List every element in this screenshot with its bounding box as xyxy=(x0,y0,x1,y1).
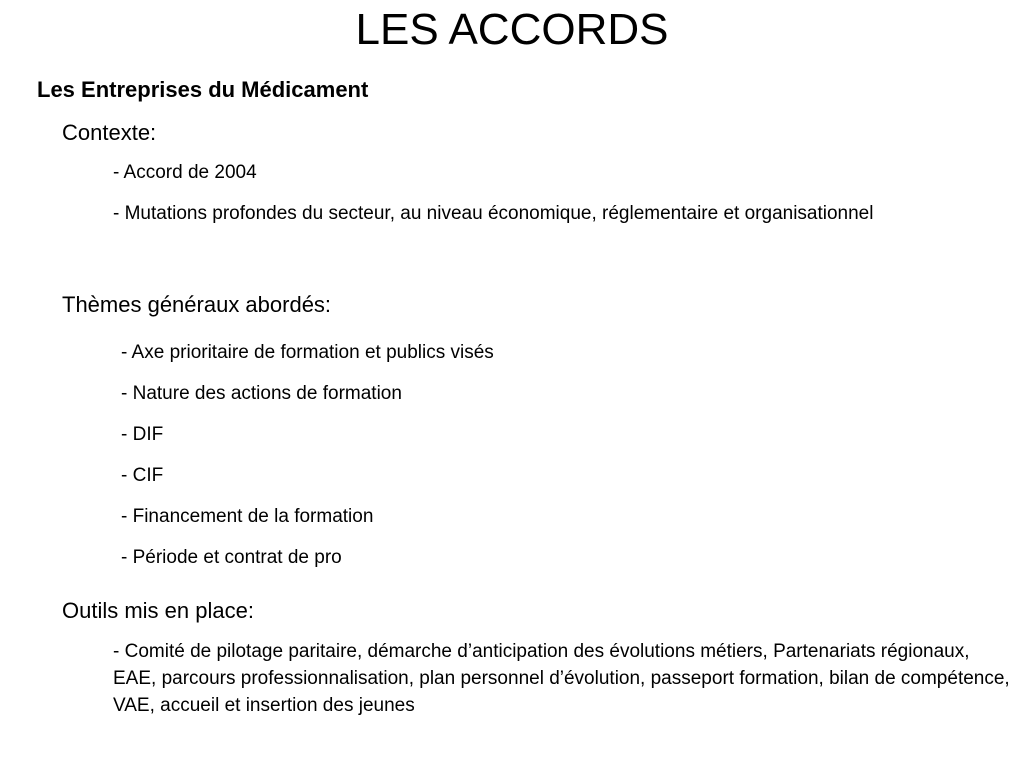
list-item: - Comité de pilotage paritaire, démarche d’anticipation des évolutions métiers, Partenariats régionaux, EAE, parcours professionnalisation, plan personnel d’évolution, passeport formation, bilan de compétence, VAE, accueil et insertion des jeunes xyxy=(113,641,1010,716)
list-item: - Accord de 2004 xyxy=(113,162,257,183)
list-item: - DIF xyxy=(121,424,164,445)
list-item: - Financement de la formation xyxy=(121,506,374,527)
list-item: - Période et contrat de pro xyxy=(121,547,342,568)
list-item: - Mutations profondes du secteur, au niveau économique, réglementaire et organisationnel xyxy=(113,203,874,224)
list-item: - Axe prioritaire de formation et publics visés xyxy=(121,342,494,363)
section-heading-themes: Thèmes généraux abordés: xyxy=(62,292,332,317)
section-heading-outils: Outils mis en place: xyxy=(62,598,254,623)
section-heading-contexte: Contexte: xyxy=(62,120,157,145)
list-item: - Nature des actions de formation xyxy=(121,383,402,404)
slide-subtitle: Les Entreprises du Médicament xyxy=(37,77,369,102)
slide-title: LES ACCORDS xyxy=(355,5,669,54)
list-item: - CIF xyxy=(121,465,164,486)
